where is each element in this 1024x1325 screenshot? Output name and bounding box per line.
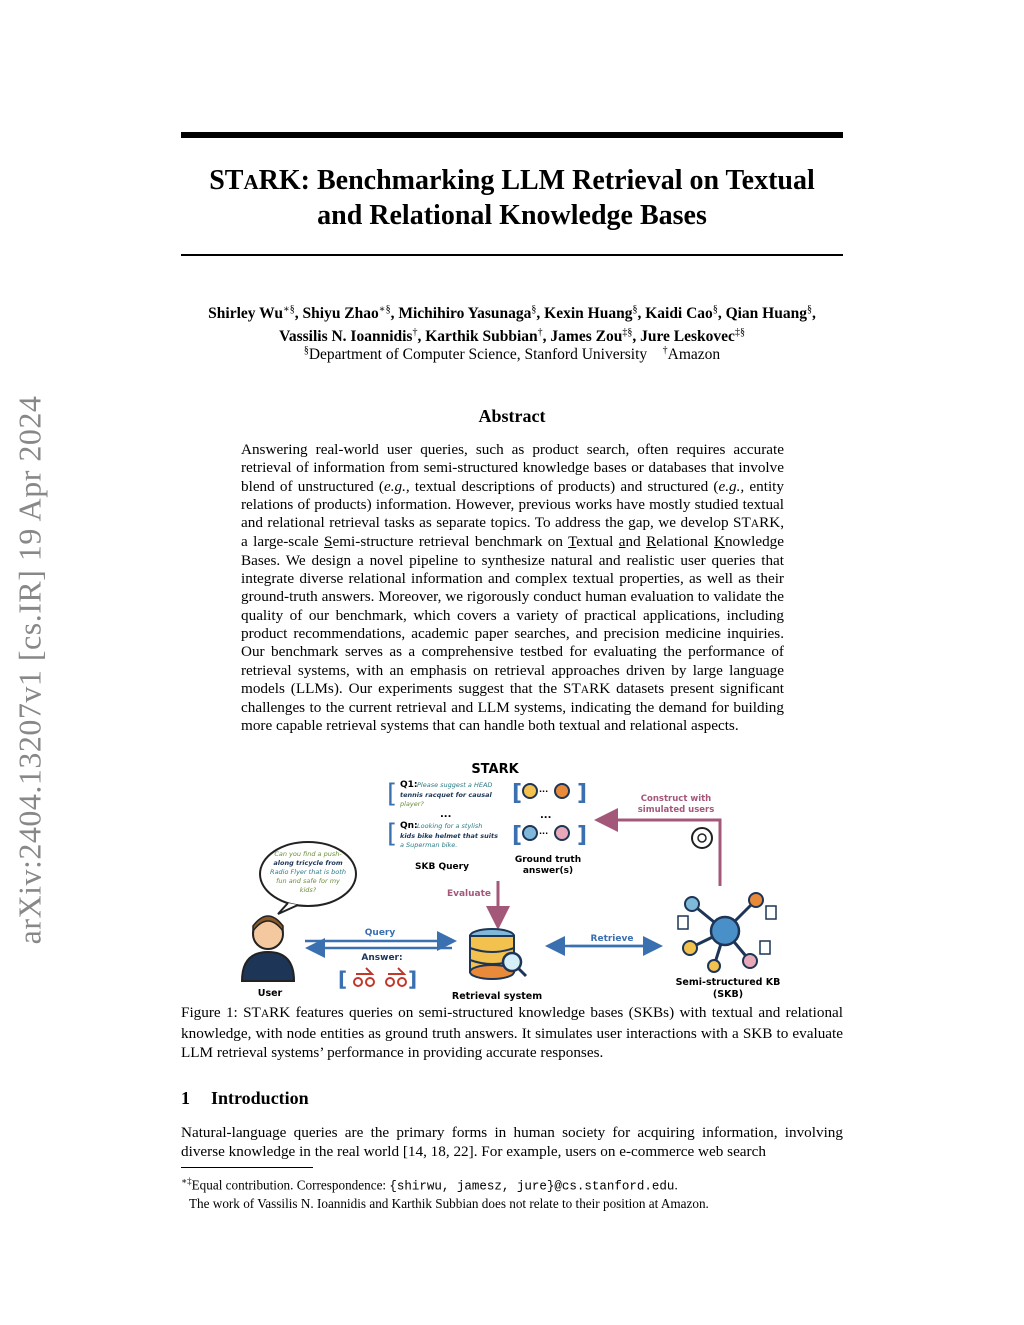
fig-skb-query: SKB Query <box>415 862 469 872</box>
tricycle-icon <box>354 968 374 986</box>
author: Kexin Huang§, <box>544 304 646 323</box>
openai-icon <box>692 828 712 848</box>
affiliation-amazon: Amazon <box>667 346 721 364</box>
fig-ellipsis: ... <box>440 809 452 820</box>
fig-qn-line: kids bike helmet that suits <box>400 832 498 840</box>
svg-text:]: ] <box>577 781 588 806</box>
section-number: 1 <box>181 1088 190 1108</box>
abstract-heading: Abstract <box>478 406 546 426</box>
fig-answer-nodes-1 <box>512 781 587 806</box>
paper-title <box>181 164 843 232</box>
svg-text:···: ··· <box>539 787 549 796</box>
fig-bracket-icon: [ <box>387 779 398 809</box>
section-heading <box>181 1088 309 1109</box>
figure-caption: Figure 1: STARK features queries on semi-structured knowledge bases (SKBs) with textual and relational knowledge, with node entities as ground truth answers. It simulates user interactions with a SKB to evaluate LLM retrieval systems’ performance in providing accurate responses. <box>181 1004 844 1061</box>
fig-ellipsis: ... <box>540 810 552 821</box>
correspondence-email: {shirwu, jamesz, jure}@cs.stanford.edu <box>389 1179 675 1194</box>
fig-bracket-icon: ] <box>408 967 418 991</box>
fig-retrieve-label: Retrieve <box>590 934 634 944</box>
skb-graph-icon <box>678 893 776 972</box>
fig-skb-label: (SKB) <box>712 989 744 1000</box>
title-name-part: ST <box>209 165 244 196</box>
fig-answer-label: Answer: <box>361 953 403 963</box>
svg-text:]: ] <box>577 823 588 848</box>
fig-qn-line: Looking for a stylish <box>417 822 483 830</box>
arxiv-id: arXiv:2404.13207v1 [cs.IR] 19 Apr 2024 <box>11 395 48 945</box>
svg-text:[: [ <box>512 781 523 806</box>
fig-q1-label: Q1: <box>400 780 418 790</box>
author: Shirley Wu∗§, <box>208 304 303 323</box>
fig-user-label: User <box>257 988 283 999</box>
figure-1 <box>230 756 790 1001</box>
database-icon <box>470 929 526 979</box>
title-line2: and Relational Knowledge Bases <box>317 200 707 231</box>
affiliations: §Department of Computer Science, Stanford University †Amazon <box>303 345 721 364</box>
fig-retrieval-label: Retrieval system <box>451 991 543 1001</box>
footnotes: ∗‡Equal contribution. Correspondence: {shirwu, jamesz, jure}@cs.stanford.edu. The work of Vassilis N. Ioannidis and Karthik Subbian does not relate to their position at Amazon. <box>181 1176 709 1212</box>
author: Shiyu Zhao∗§, <box>302 304 399 323</box>
fig-q1-line: Please suggest a HEAD <box>417 781 493 789</box>
svg-text:fun and safe for my: fun and safe for my <box>276 877 340 885</box>
footnote-rule <box>181 1167 313 1168</box>
author: Vassilis N. Ioannidis†, <box>279 327 426 346</box>
author: Qian Huang§, <box>725 304 816 323</box>
author: Michihiro Yasunaga§, <box>398 304 545 323</box>
svg-text:[: [ <box>512 823 523 848</box>
title-name-smallcap: A <box>243 170 259 194</box>
title-line1: : Benchmarking LLM Retrieval on Textual <box>300 165 815 196</box>
section-title: Introduction <box>211 1088 309 1108</box>
author: Karthik Subbian†, <box>425 327 551 346</box>
fig-answer-nodes-n <box>512 823 587 848</box>
fig-bracket-icon: [ <box>387 819 398 849</box>
title-bottom-rule <box>181 254 843 256</box>
fig-qn-label: Qn: <box>400 821 418 831</box>
abstract-body: Answering real-world user queries, such as product search, often requires accurate retrieval of information from semi-structured knowledge bases or databases that involve blend of unstructured (e.g., textual descriptions of products) and structured (e.g., entity relations of products) information. However, previous works have mostly studied textual and relational retrieval tasks as separate topics. To address the gap, we develop STARK, a large-scale Semi-structure retrieval benchmark on Textual and Relational Knowledge Bases. We design a novel pipeline to synthesize natural and realistic user queries that integrate diverse relational information and complex textual properties, as well as their ground-truth answers. Moreover, we rigorously conduct human evaluation to validate the quality of our benchmark, which covers a variety of practical applications, including product recommendations, academic paper searches, and precision medicine inquiries. Our benchmark serves as a comprehensive testbed for evaluating the performance of retrieval systems, with an emphasis on retrieval approaches driven by large language models (LLMs). Our experiments suggest that the STARK datasets present significant challenges to the current retrieval and LLM systems, indicating the demand for building more capable retrieval systems that can handle both textual and relational aspects. <box>241 441 785 735</box>
title-name-part: RK <box>258 165 301 196</box>
svg-text:kids?: kids? <box>299 886 317 894</box>
fig-query-label: Query <box>364 928 396 938</box>
speech-bubble <box>260 842 356 914</box>
fig-q1-line: player? <box>400 800 424 808</box>
intro-paragraph: Natural-language queries are the primary forms in human society for acquiring information, involving diverse knowledge in the real world [14, 18, 22]. For example, users on e-commerce web search <box>181 1124 843 1160</box>
fig-q1-line: tennis racquet for causal <box>400 791 492 799</box>
fig-construct: Construct with <box>640 794 712 804</box>
svg-text:Radio Flyer that is both: Radio Flyer that is both <box>270 868 346 876</box>
svg-text:Can you find a push-: Can you find a push- <box>274 850 342 858</box>
fig-stark-label: STARK <box>471 762 519 777</box>
title-top-rule <box>181 132 843 138</box>
svg-text:···: ··· <box>539 829 549 838</box>
tricycle-icon <box>386 968 406 986</box>
svg-text:along tricycle from: along tricycle from <box>273 859 343 867</box>
author: Kaidi Cao§, <box>645 304 726 323</box>
fig-ground-truth: answer(s) <box>522 866 574 876</box>
fig-construct: simulated users <box>637 805 715 815</box>
author: Jure Leskovec‡§ <box>640 327 745 346</box>
fig-ground-truth: Ground truth <box>514 855 582 865</box>
fig-construct-arrow <box>600 820 720 886</box>
fig-skb-label: Semi-structured KB <box>675 977 781 988</box>
fig-evaluate: Evaluate <box>446 889 492 899</box>
user-icon <box>242 916 294 981</box>
author: James Zou‡§, <box>550 327 641 346</box>
author-list <box>150 300 874 346</box>
fig-qn-line: a Superman bike. <box>400 841 458 849</box>
fig-bracket-icon: [ <box>338 967 348 991</box>
arxiv-stamp <box>0 370 70 970</box>
affiliation-stanford: Department of Computer Science, Stanford University <box>308 346 648 364</box>
